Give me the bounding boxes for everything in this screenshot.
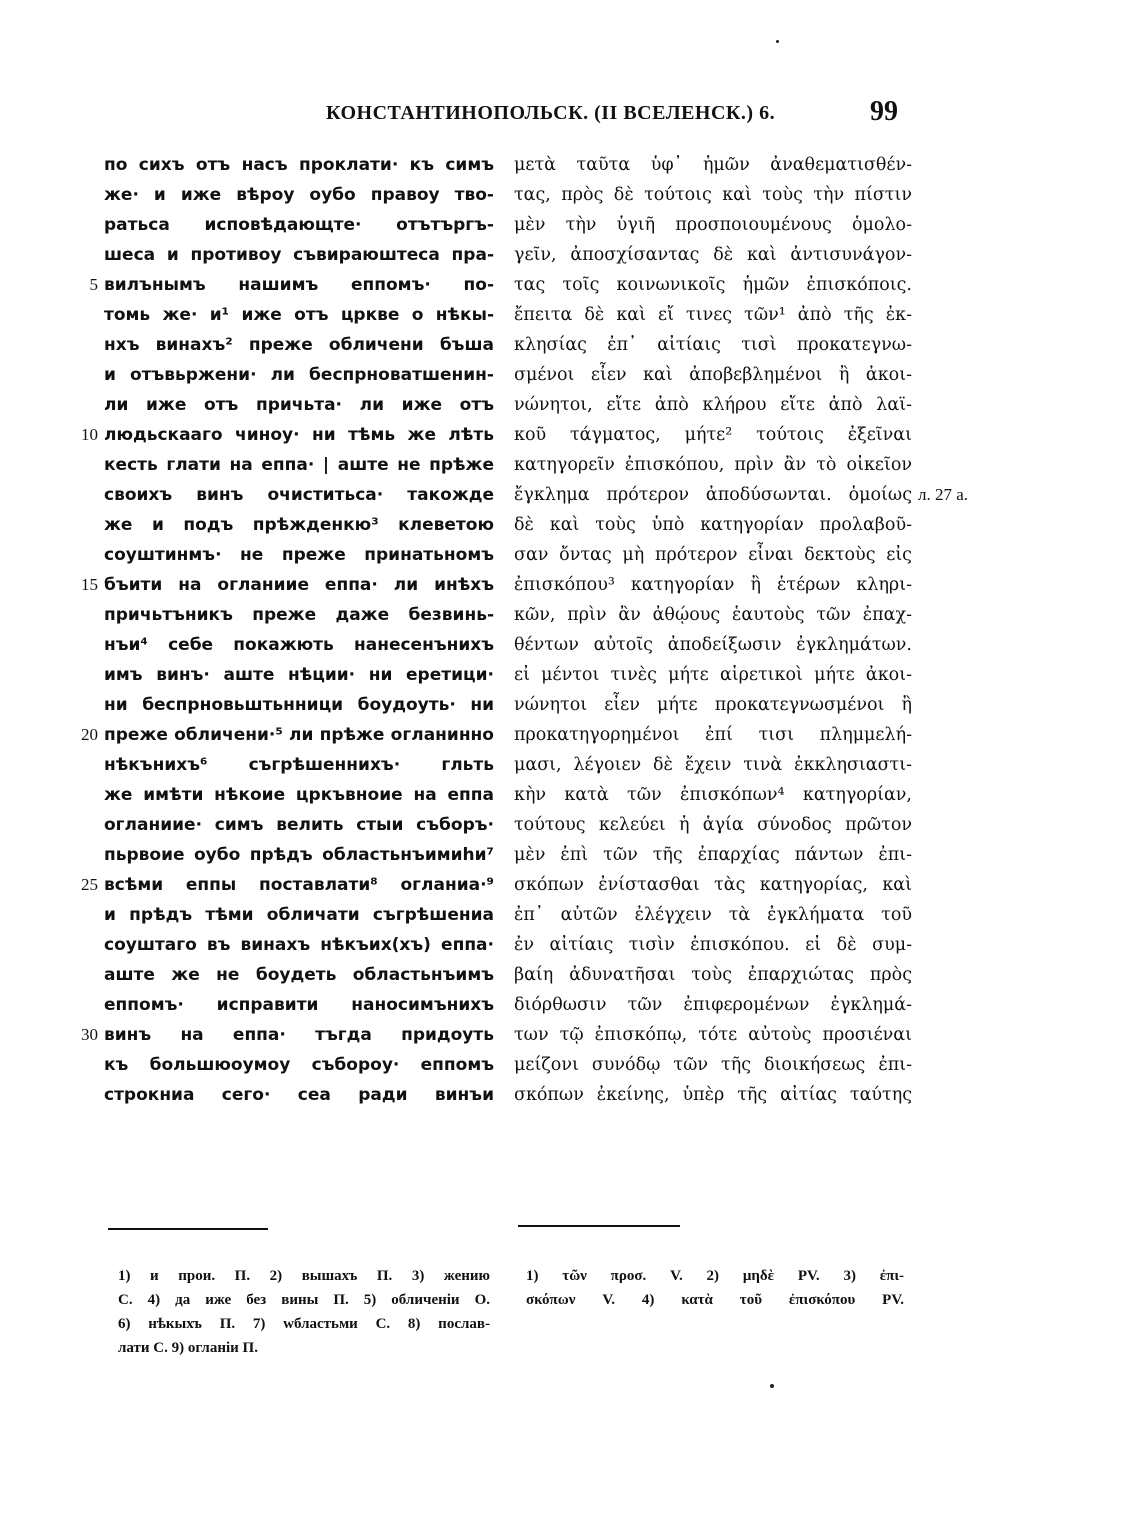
text-line: аште же не боудеть областьнъимъ — [104, 965, 494, 985]
text-line: των τῷ ἐπισκόπῳ, τότε αὐτοὺς προσιέναι — [514, 1025, 912, 1045]
margin-note: л. 27 а. — [918, 485, 969, 504]
text-line: имъ винъ· аште нѣции· ни еретици· — [104, 665, 494, 685]
page-number: 99 — [870, 96, 898, 127]
text-line: кесть глати на еппа· | аште не прѣже — [104, 455, 494, 475]
print-speck — [770, 1384, 774, 1388]
text-line: κατηγορεῖν ἐπισκόπου, πρὶν ἂν τὸ οἰκεῖον — [514, 455, 912, 475]
running-title: КОНСТАНТИНОПОЛЬСК. (II ВСЕЛЕНСК.) 6. — [326, 102, 776, 124]
line-number: 15 — [81, 575, 98, 594]
line-number: 25 — [81, 875, 98, 894]
footnote-rule-right — [518, 1225, 680, 1227]
text-line: βαίη ἀδυνατῆσαι τοὺς ἐπαρχιώτας πρὸς — [514, 965, 912, 985]
text-line: εἰ μέντοι τινὲς μήτε αἱρετικοὶ μήτε ἀκοι- — [514, 665, 912, 685]
text-line: всѣми еппы поставлати⁸ огланиа·⁹ — [104, 875, 494, 895]
text-line: ἔπειτα δὲ καὶ εἴ τινες τῶν¹ ἀπὸ τῆς ἐκ- — [514, 305, 912, 325]
text-line: же имѣти нѣкоие цркъвноие на еппа — [104, 785, 494, 805]
text-line: σκόπων ἐνίστασθαι τὰς κατηγορίας, καὶ — [514, 875, 912, 895]
text-line: преже обличени·⁵ ли прѣже огланинно — [104, 725, 494, 745]
line-number: 10 — [81, 425, 98, 444]
text-line: μασι, λέγοιεν δὲ ἔχειν τινὰ ἐκκλησιαστι- — [514, 755, 912, 775]
text-line: и прѣдъ тѣми обличати съгрѣшениа — [104, 905, 494, 925]
text-line: 6) нѣкыхъ П. 7) wбластьми С. 8) послав- — [118, 1316, 490, 1332]
slavonic-column — [104, 150, 494, 1110]
line-number: 30 — [81, 1025, 98, 1044]
text-line: огланиие· симъ велить стыи съборъ· — [104, 815, 494, 835]
text-line: вилънымъ нашимъ еппомъ· по- — [104, 275, 494, 295]
text-line: γεῖν, ἀποσχίσαντας δὲ καὶ ἀντισυνάγον- — [514, 245, 912, 265]
text-line: μὲν τὴν ὑγιῆ προσποιουμένους ὁμολο- — [514, 215, 912, 235]
text-line: νώνητοι εἶεν μήτε προκατεγνωσμένοι ἢ — [514, 695, 912, 715]
text-line: нѣкънихъ⁶ съгрѣшеннихъ· гльть — [104, 755, 494, 775]
text-line: μετὰ ταῦτα ὑφ᾽ ἡμῶν ἀναθεματισθέν- — [514, 155, 912, 175]
text-line: соуштинмъ· не преже принатьномъ — [104, 545, 494, 565]
text-line: шеса и противоу съвираюштеса пра- — [104, 245, 494, 265]
footnote-rule-left — [108, 1228, 268, 1230]
text-line: нхъ винахъ² преже обличени бъша — [104, 335, 494, 355]
text-line: ἔγκλημα πρότερον ἀποδύσωνται. ὁμοίως — [514, 485, 912, 505]
footnotes-slavonic — [118, 1264, 490, 1360]
text-line: τας τοῖς κοινωνικοῖς ἡμῶν ἐπισκόποις. — [514, 275, 912, 295]
line-number: 20 — [81, 725, 98, 744]
text-line: κὴν κατὰ τῶν ἐπισκόπων⁴ κατηγορίαν, — [514, 785, 912, 805]
text-line: винъ на еппа· тъгда придоуть — [104, 1025, 494, 1045]
text-line: С. 4) да иже без вины П. 5) обличенiи О. — [118, 1292, 490, 1308]
text-line: διόρθωσιν τῶν ἐπιφερομένων ἐγκλημά- — [514, 995, 912, 1015]
text-line: σμένοι εἶεν καὶ ἀποβεβλημένοι ἢ ἀκοι- — [514, 365, 912, 385]
text-line: μείζονι συνόδῳ τῶν τῆς διοικήσεως ἐπι- — [514, 1055, 912, 1075]
text-line: 1) и прои. П. 2) вышахъ П. 3) жению — [118, 1268, 490, 1284]
text-line: τούτους κελεύει ἡ ἁγία σύνοδος πρῶτον — [514, 815, 912, 835]
text-line: θέντων αὐτοῖς ἀποδείξωσιν ἐγκλημάτων. — [514, 635, 912, 655]
text-line: νώνητοι, εἴτε ἀπὸ κλήρου εἴτε ἀπὸ λαϊ- — [514, 395, 912, 415]
greek-column — [514, 150, 912, 1110]
text-line: ἐπισκόπου³ κατηγορίαν ἢ ἑτέρων κληρι- — [514, 575, 912, 595]
line-number: 5 — [89, 275, 98, 294]
text-line: бъити на огланиие еппа· ли инѣхъ — [104, 575, 494, 595]
text-line: κῶν, πρὶν ἂν ἀθῴους ἑαυτοὺς τῶν ἐπαχ- — [514, 605, 912, 625]
text-line: κοῦ τάγματος, μήτε² τούτοις ἐξεῖναι — [514, 425, 912, 445]
text-line: σκόπων ἐκείνης, ὑπὲρ τῆς αἰτίας ταύτης — [514, 1085, 912, 1105]
text-line: и отъвьржени· ли беспрноватшенин- — [104, 365, 494, 385]
text-line: ли иже отъ причьта· ли иже отъ — [104, 395, 494, 415]
text-line: нъи⁴ себе покажють нанесенънихъ — [104, 635, 494, 655]
text-line: τας, πρὸς δὲ τούτοις καὶ τοὺς τὴν πίστιν — [514, 185, 912, 205]
text-line: людьскааго чиноу· ни тѣмь же лѣть — [104, 425, 494, 445]
footnotes-greek — [526, 1264, 904, 1312]
text-line: пьрвоие оубо прѣдъ областьнъимиhи⁷ — [104, 845, 494, 865]
text-line: томь же· и¹ иже отъ цркве о нѣкы- — [104, 305, 494, 325]
text-line: δὲ καὶ τοὺς ὑπὸ κατηγορίαν προλαβοῦ- — [514, 515, 912, 535]
text-line: ни беспрновьштьнници боудоуть· ни — [104, 695, 494, 715]
text-line: κλησίας ἐπ᾽ αἰτίαις τισὶ προκατεγνω- — [514, 335, 912, 355]
text-line: же· и иже вѣроу оубо правоу тво- — [104, 185, 494, 205]
text-line: ἐν αἰτίαις τισὶν ἐπισκόπου. εἰ δὲ συμ- — [514, 935, 912, 955]
text-line: лати С. 9) огланiи П. — [118, 1340, 258, 1356]
text-line: ратьса исповѣдающте· отътъргъ- — [104, 215, 494, 235]
text-line: строкниа сего· сеа ради винъи — [104, 1085, 494, 1105]
text-line: σκόπων V. 4) κατὰ τοῦ ἐπισκόπου PV. — [526, 1292, 904, 1308]
text-line: соуштаго въ винахъ нѣкъих(хъ) еппа· — [104, 935, 494, 955]
text-line: къ большюоумоу събороу· еппомъ — [104, 1055, 494, 1075]
text-line: ἐπ᾽ αὐτῶν ἐλέγχειν τὰ ἐγκλήματα τοῦ — [514, 905, 912, 925]
text-line: 1) τῶν προσ. V. 2) μηδὲ PV. 3) ἐπι- — [526, 1268, 904, 1284]
text-line: еппомъ· исправити наносимънихъ — [104, 995, 494, 1015]
text-line: своихъ винъ очиститьса· такожде — [104, 485, 494, 505]
text-line: προκατηγορημένοι ἐπί τισι πλημμελή- — [514, 725, 912, 745]
text-line: μὲν ἐπὶ τῶν τῆς ἐπαρχίας πάντων ἐπι- — [514, 845, 912, 865]
text-line: по сихъ отъ насъ проклати· къ симъ — [104, 155, 494, 175]
text-line: σαν ὄντας μὴ πρότερον εἶναι δεκτοὺς εἰς — [514, 545, 912, 565]
text-line: причьтъникъ преже даже безвинь- — [104, 605, 494, 625]
text-line: же и подъ прѣжденкю³ клеветою — [104, 515, 494, 535]
print-speck — [776, 40, 779, 43]
